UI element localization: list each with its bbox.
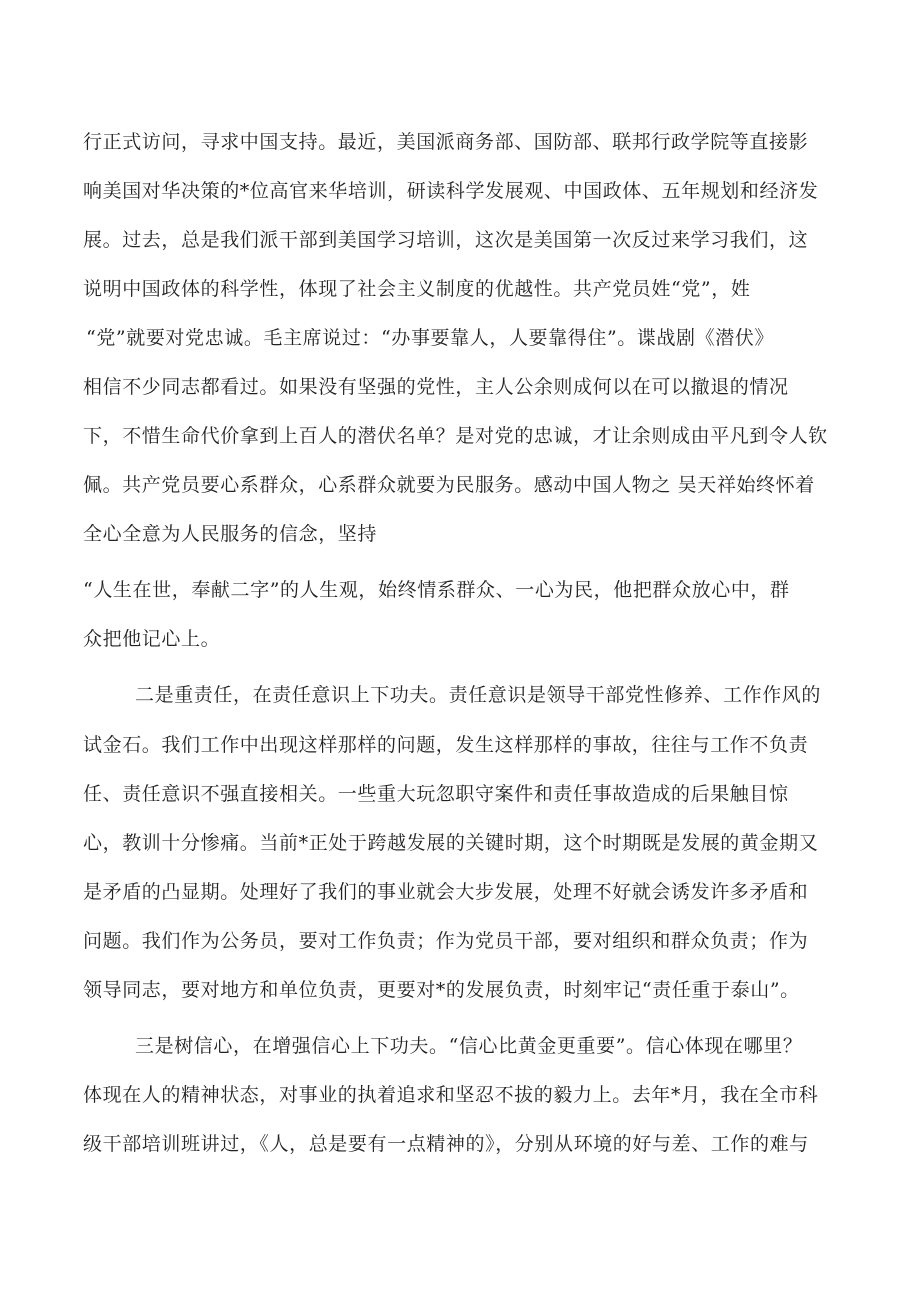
text-line: 试金石。我们工作中出现这样那样的问题，发生这样那样的事故，往往与工作不负责	[83, 734, 809, 756]
text-line: 全心全意为人民服务的信念，坚持	[83, 523, 378, 545]
text-line: 心，教训十分惨痛。当前*正处于跨越发展的关键时期，这个时期既是发展的黄金期又	[83, 832, 819, 854]
text-line: 任、责任意识不强直接相关。一些重大玩忽职守案件和责任事故造成的后果触目惊	[83, 783, 789, 805]
text-line: 说明中国政体的科学性，体现了社会主义制度的优越性。共产党员姓“党”，姓	[83, 278, 751, 300]
text-line: 问题。我们作为公务员，要对工作负责；作为党员干部，要对组织和群众负责；作为	[83, 930, 809, 952]
text-line: 下，不惜生命代价拿到上百人的潜伏名单？是对党的忠诚，才让余则成由平凡到令人钦	[83, 425, 828, 447]
text-line: 领导同志，要对地方和单位负责，更要对*的发展负责，时刻牢记“责任重于泰山”。	[83, 979, 800, 1001]
text-line: 级干部培训班讲过，《人，总是要有一点精神的》，分别从环境的好与差、工作的难与	[83, 1133, 809, 1155]
text-line: “人生在世，奉献二字”的人生观，始终情系群众、一心为民，他把群众放心中，群	[83, 579, 790, 601]
text-line: “党”就要对党忠诚。毛主席说过：“办事要靠人，人要靠得住”。谍战剧《潜伏》	[86, 327, 775, 349]
text-line: 二是重责任，在责任意识上下功夫。责任意识是领导干部党性修养、工作作风的	[135, 684, 822, 706]
text-line: 是矛盾的凸显期。处理好了我们的事业就会大步发展，处理不好就会诱发许多矛盾和	[83, 881, 809, 903]
text-line: 众把他记心上。	[83, 628, 221, 650]
text-line: 佩。共产党员要心系群众，心系群众就要为民服务。感动中国人物之 吴天祥始终怀着	[83, 474, 815, 496]
text-line: 响美国对华决策的*位高官来华培训，研读科学发展观、中国政体、五年规划和经济发	[83, 180, 819, 202]
text-line: 相信不少同志都看过。如果没有坚强的党性，主人公余则成何以在可以撤退的情况	[83, 376, 789, 398]
text-line: 展。过去，总是我们派干部到美国学习培训，这次是美国第一次反过来学习我们，这	[83, 229, 809, 251]
text-line: 行正式访问，寻求中国支持。最近，美国派商务部、国防部、联邦行政学院等直接影	[83, 131, 809, 153]
text-line: 体现在人的精神状态，对事业的执着追求和坚忍不拔的毅力上。去年*月，我在全市科	[83, 1084, 819, 1106]
text-line: 三是树信心，在增强信心上下功夫。“信心比黄金更重要”。信心体现在哪里？	[135, 1035, 803, 1057]
